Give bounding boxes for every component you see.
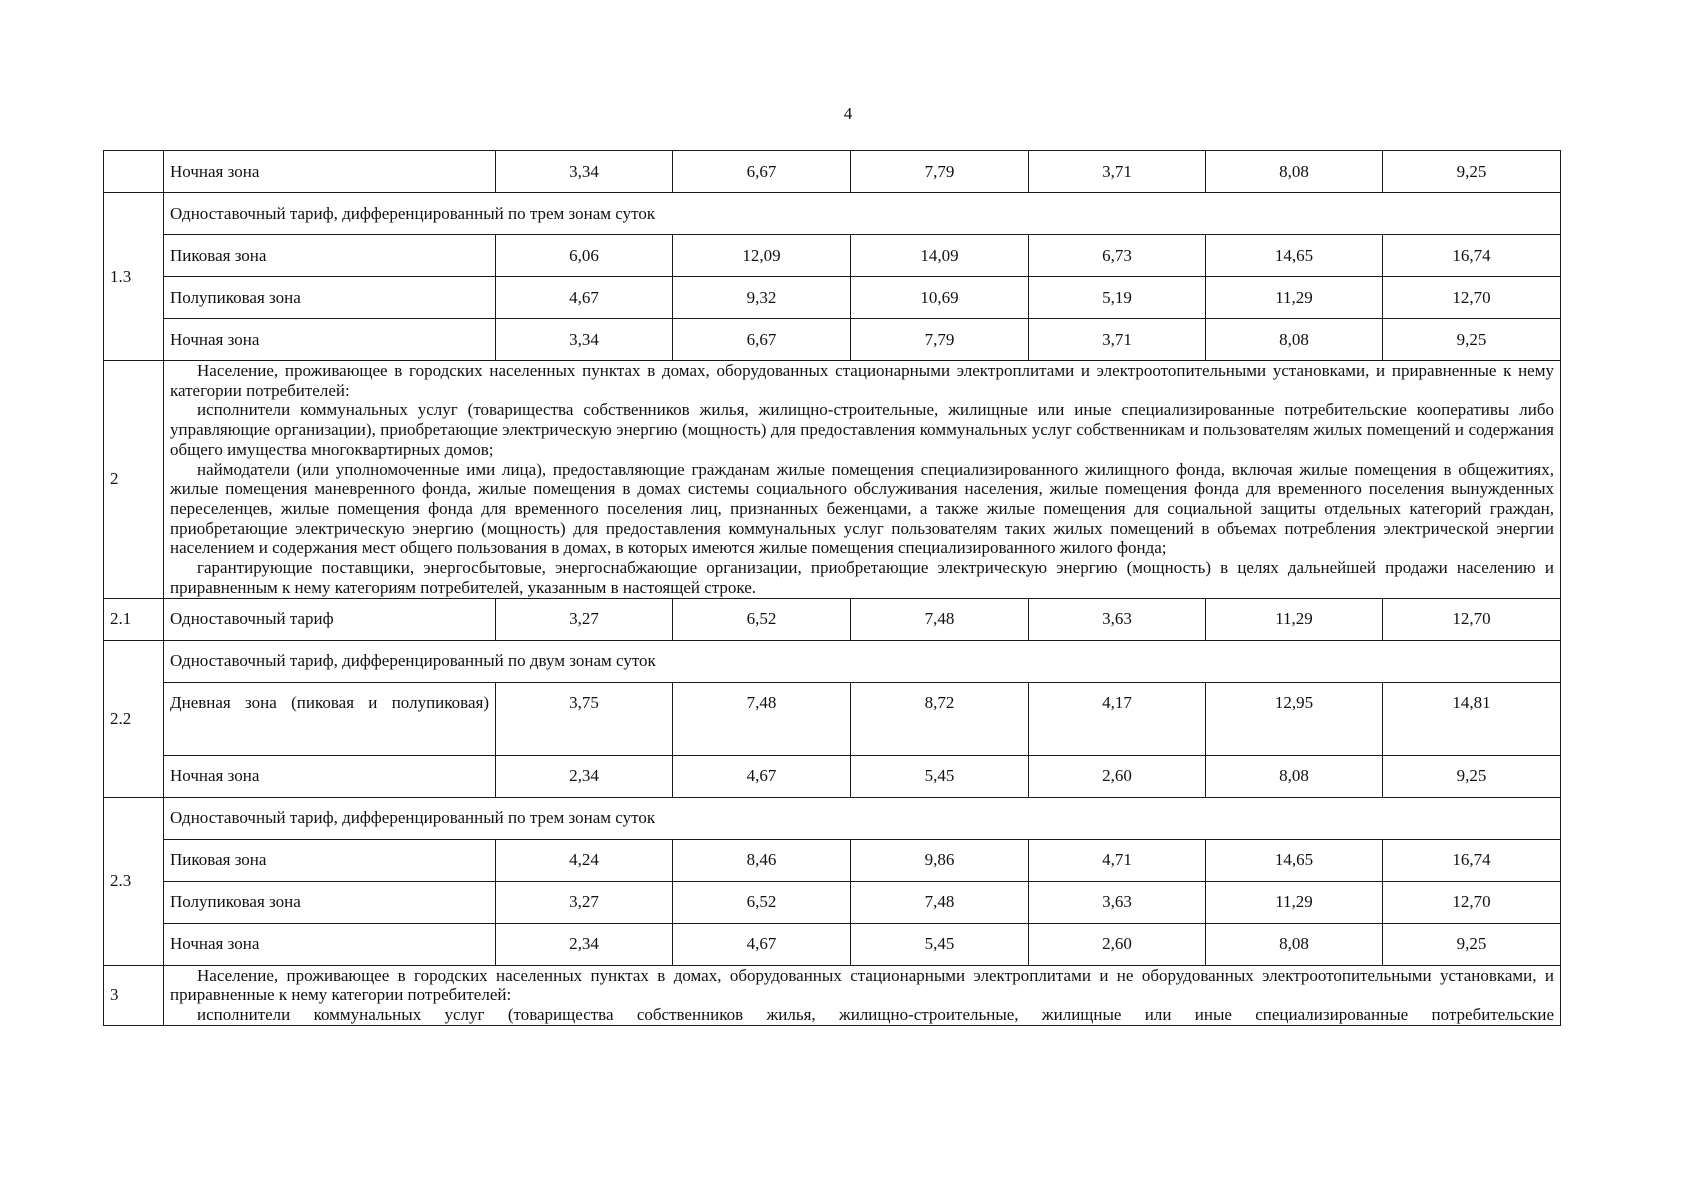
value-cell: 6,06 [496,235,673,277]
table-row [104,151,1561,193]
value-cell: 7,79 [851,319,1029,361]
value-cell: 6,73 [1029,235,1206,277]
value-cell: 12,95 [1206,682,1383,755]
table-row [104,923,1561,965]
table-row [104,839,1561,881]
paragraph: исполнители коммунальных услуг (товарищества собственников жилья, жилищно-строительные, жилищные или иные специализированные потребительские кооперативы либо управляющие организации), приобретающие электрическую энергию (мощность) для предоставления коммунальных услуг собственникам и пользователям жилых помещений и содержания общего имущества многоквартирных домов; [170,400,1554,459]
row-label: Ночная зона [164,755,496,797]
paragraph: наймодатели (или уполномоченные ими лица), предоставляющие гражданам жилые помещения специализированного жилищного фонда, включая жилые помещения в общежитиях, жилые помещения маневренного фонда, жилые помещения в домах системы социального обслуживания населения, жилые помещения фонда для временного поселения вынужденных переселенцев, жилые помещения фонда для временного поселения лиц, признанных беженцами, а также жилые помещения для социальной защиты отдельных категорий граждан, приобретающие электрическую энергию (мощность) для предоставления коммунальных услуг пользователям таких жилых помещений в объемах потребления электрической энергии населением и содержания мест общего пользования в домах, в которых имеются жилые помещения специализированного жилого фонда; [170,459,1554,558]
value-cell: 5,19 [1029,277,1206,319]
row-label: Ночная зона [164,923,496,965]
row-label [164,682,496,755]
value-cell: 12,09 [673,235,851,277]
value-cell: 3,34 [496,319,673,361]
value-cell: 8,72 [851,682,1029,755]
value-cell: 3,27 [496,598,673,640]
paragraph: гарантирующие поставщики, энергосбытовые, энергоснабжающие организации, приобретающие электрическую энергию (мощность) в целях дальнейшей продажи населению и приравненным к нему категориям потребителей, указанным в настоящей строке. [170,558,1554,597]
value-cell: 3,27 [496,881,673,923]
value-cell: 2,60 [1029,755,1206,797]
value-cell: 4,24 [496,839,673,881]
value-cell: 4,67 [673,923,851,965]
value-cell: 3,71 [1029,151,1206,193]
paragraph: Население, проживающее в городских населенных пунктах в домах, оборудованных стационарными электроплитами и не оборудованных электроотопительными установками, и приравненные к нему категории потребителей: [170,965,1554,1005]
group-header: Одноставочный тариф, дифференцированный по двум зонам суток [164,640,1561,682]
table-row [104,235,1561,277]
value-cell: 12,70 [1383,881,1561,923]
table-row [104,598,1561,640]
value-cell: 14,65 [1206,235,1383,277]
value-cell: 9,86 [851,839,1029,881]
value-cell: 3,34 [496,151,673,193]
value-cell: 14,65 [1206,839,1383,881]
row-label: Пиковая зона [164,839,496,881]
value-cell: 16,74 [1383,235,1561,277]
paragraph: исполнители коммунальных услуг (товарищества собственников жилья, жилищно-строительные, жилищные или иные специализированные потребительские [197,1005,1554,1025]
page-number: 4 [843,104,853,123]
value-cell: 4,17 [1029,682,1206,755]
value-cell: 8,08 [1206,151,1383,193]
table-row [104,881,1561,923]
value-cell: 7,48 [851,881,1029,923]
row-label: Ночная зона [164,151,496,193]
table-row [104,755,1561,797]
value-cell: 9,25 [1383,755,1561,797]
value-cell: 14,09 [851,235,1029,277]
row-label-text: Дневная зона (пиковая и полупиковая) [170,692,489,712]
tariff-table [103,150,1561,1026]
value-cell: 16,74 [1383,839,1561,881]
value-cell: 4,71 [1029,839,1206,881]
value-cell: 4,67 [673,755,851,797]
value-cell: 8,08 [1206,755,1383,797]
row-label: Одноставочный тариф [164,598,496,640]
row-label: Ночная зона [164,319,496,361]
value-cell: 9,25 [1383,319,1561,361]
value-cell: 8,08 [1206,319,1383,361]
table-row [104,361,1561,599]
row-number: 2 [104,361,164,599]
value-cell: 9,25 [1383,923,1561,965]
table-row [104,682,1561,755]
value-cell: 11,29 [1206,881,1383,923]
value-cell: 6,67 [673,151,851,193]
value-cell: 3,71 [1029,319,1206,361]
row-number: 2.3 [104,797,164,965]
row-number: 1.3 [104,193,164,361]
value-cell: 2,60 [1029,923,1206,965]
value-cell: 11,29 [1206,598,1383,640]
value-cell: 7,48 [851,598,1029,640]
value-cell: 2,34 [496,923,673,965]
table-row [104,277,1561,319]
row-number: 2.2 [104,640,164,797]
value-cell: 7,79 [851,151,1029,193]
paragraph: Население, проживающее в городских населенных пунктах в домах, оборудованных стационарными электроплитами и электроотопительными установками, и приравненные к нему категории потребителей: [170,361,1554,400]
row-number [104,151,164,193]
value-cell: 3,63 [1029,881,1206,923]
value-cell: 2,34 [496,755,673,797]
group-header: Одноставочный тариф, дифференцированный по трем зонам суток [164,193,1561,235]
value-cell: 7,48 [673,682,851,755]
table-row [104,965,1561,1025]
value-cell: 12,70 [1383,277,1561,319]
value-cell: 14,81 [1383,682,1561,755]
table-row [104,797,1561,839]
value-cell: 5,45 [851,923,1029,965]
value-cell: 3,75 [496,682,673,755]
group-header: Одноставочный тариф, дифференцированный по трем зонам суток [164,797,1561,839]
section-description [164,965,1561,1025]
value-cell: 6,52 [673,598,851,640]
table-row [104,193,1561,235]
row-number: 2.1 [104,598,164,640]
value-cell: 4,67 [496,277,673,319]
row-label: Пиковая зона [164,235,496,277]
value-cell: 6,67 [673,319,851,361]
table-row [104,640,1561,682]
row-label: Полупиковая зона [164,277,496,319]
section-description [164,361,1561,599]
value-cell: 8,08 [1206,923,1383,965]
value-cell: 9,32 [673,277,851,319]
value-cell: 11,29 [1206,277,1383,319]
row-number: 3 [104,965,164,1025]
value-cell: 10,69 [851,277,1029,319]
row-label: Полупиковая зона [164,881,496,923]
value-cell: 5,45 [851,755,1029,797]
value-cell: 9,25 [1383,151,1561,193]
value-cell: 3,63 [1029,598,1206,640]
value-cell: 6,52 [673,881,851,923]
value-cell: 12,70 [1383,598,1561,640]
table-row [104,319,1561,361]
value-cell: 8,46 [673,839,851,881]
